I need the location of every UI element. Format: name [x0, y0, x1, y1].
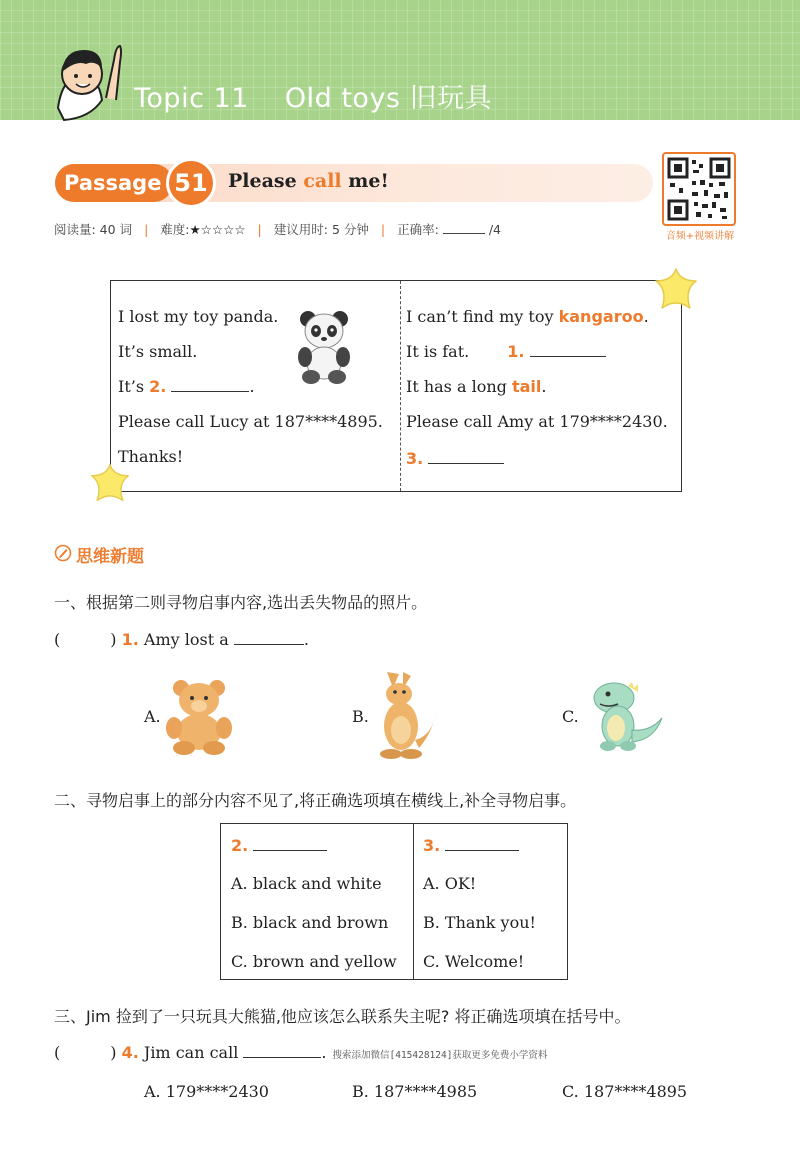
question-4 [54, 1043, 547, 1062]
topic-title [134, 76, 528, 115]
notice-right-line3 [406, 377, 547, 396]
blank-1-number: 1. [507, 342, 525, 361]
word-count: 阅读量: 40 词 [54, 222, 133, 237]
notice-left-line3-post: . [249, 377, 255, 396]
topic-name: Old toys 旧玩具 [284, 83, 493, 114]
q4-option-b[interactable]: B. 187****4985 [352, 1082, 478, 1101]
passage-number: 51 [166, 158, 216, 208]
teddy-bear-icon [164, 676, 234, 756]
notice-right-line1-pre: I can’t find my toy [406, 307, 559, 326]
notice-right-line3-post: . [541, 377, 547, 396]
option-3b[interactable]: B. Thank you! [423, 913, 536, 932]
passage-title-keyword: call [303, 170, 342, 192]
q1-blank[interactable] [234, 631, 304, 645]
passage-title-pre: Please [228, 170, 304, 192]
blank-3-number: 3. [406, 449, 424, 468]
kangaroo-toy-icon [373, 668, 441, 762]
passage-label: Passage [55, 164, 173, 202]
part1-instruction: 一、根据第二则寻物启事内容,选出丢失物品的照片。 [54, 593, 428, 612]
q4-paren-open: ( [54, 1043, 61, 1062]
blank-2-line[interactable] [171, 378, 249, 392]
option-2b[interactable]: B. black and brown [231, 913, 389, 932]
table-col1-header [231, 836, 327, 855]
passage-title [228, 170, 389, 192]
keyword-tail: tail [511, 377, 542, 396]
accuracy-total: /4 [488, 222, 501, 237]
accuracy-label: 正确率: [397, 222, 439, 237]
notice-right-line1-post: . [643, 307, 649, 326]
options-table [220, 823, 568, 980]
table-col2-header [423, 836, 519, 855]
notice-right-line5 [406, 449, 504, 468]
q4-option-a[interactable]: A. 179****2430 [144, 1082, 269, 1101]
notice-right-line2-text: It is fat. [406, 342, 470, 361]
notice-left-line1: I lost my toy panda. [118, 307, 279, 326]
q1-paren-close: ) [110, 630, 117, 649]
qr-code-icon[interactable] [662, 152, 736, 226]
q4-end: . [321, 1043, 327, 1062]
notice-right-line2 [406, 342, 606, 361]
notice-left-line3 [118, 377, 255, 396]
q1-option-b-label[interactable]: B. [352, 707, 369, 726]
option-2a[interactable]: A. black and white [231, 874, 382, 893]
q4-blank[interactable] [243, 1044, 321, 1058]
topic-number: Topic 11 [134, 83, 249, 114]
lost-notices-box [110, 280, 682, 492]
q1-option-a-label[interactable]: A. [144, 707, 161, 726]
q4-option-c[interactable]: C. 187****4895 [562, 1082, 688, 1101]
question-1 [54, 630, 309, 649]
notice-left-line4: Please call Lucy at 187****4895. [118, 412, 383, 431]
notice-right-line4: Please call Amy at 179****2430. [406, 412, 668, 431]
part3-instruction: 三、Jim 捡到了一只玩具大熊猫,他应该怎么联系失主呢? 将正确选项填在括号中。 [54, 1007, 631, 1026]
section-heading: 思维新题 [76, 547, 144, 567]
options-table-divider [413, 824, 414, 979]
notice-left-line2: It’s small. [118, 342, 198, 361]
notice-left-line3-pre: It’s [118, 377, 150, 396]
qr-caption: 音频+视频讲解 [665, 231, 735, 242]
accuracy-blank[interactable] [443, 233, 485, 234]
notice-left-line5: Thanks! [118, 447, 184, 466]
blank-1-line[interactable] [530, 343, 606, 357]
star-decoration-icon [652, 266, 700, 314]
passage-title-post: me! [341, 170, 389, 192]
dinosaur-toy-icon [586, 678, 666, 752]
star-decoration-icon [88, 462, 132, 506]
blank-2-number: 2. [149, 377, 167, 396]
difficulty-label: 难度: [160, 222, 190, 237]
watermark-text: 搜索添加微信[415428124]获取更多免费小学资料 [332, 1050, 548, 1061]
part2-instruction: 二、寻物启事上的部分内容不见了,将正确选项填在横线上,补全寻物启事。 [54, 791, 577, 810]
pencil-leaf-icon [54, 544, 72, 562]
difficulty-stars: ★☆☆☆☆ [189, 222, 246, 237]
q4-paren-close: ) [110, 1043, 117, 1062]
q1-option-c-label[interactable]: C. [562, 707, 579, 726]
table-blank-3-number: 3. [423, 836, 441, 855]
table-blank-3-line[interactable] [445, 837, 519, 851]
table-blank-2-line[interactable] [253, 837, 327, 851]
boy-mascot-icon [50, 38, 136, 124]
q1-number: 1. [121, 630, 139, 649]
notice-divider [400, 281, 401, 491]
table-blank-2-number: 2. [231, 836, 249, 855]
keyword-kangaroo: kangaroo [558, 307, 644, 326]
suggested-time: 建议用时: 5 分钟 [273, 222, 369, 237]
q4-number: 4. [121, 1043, 139, 1062]
q1-paren-open: ( [54, 630, 61, 649]
option-3c[interactable]: C. Welcome! [423, 952, 525, 971]
notice-right-line1 [406, 307, 649, 326]
q1-end: . [303, 630, 309, 649]
option-2c[interactable]: C. brown and yellow [231, 952, 397, 971]
q4-text: Jim can call [138, 1043, 244, 1062]
panda-toy-icon [295, 307, 353, 385]
q1-text: Amy lost a [138, 630, 234, 649]
blank-3-line[interactable] [428, 450, 504, 464]
notice-right-line3-pre: It has a long [406, 377, 512, 396]
option-3a[interactable]: A. OK! [423, 874, 477, 893]
reading-meta: 阅读量: 40 词 | 难度:★☆☆☆☆ | 建议用时: 5 分钟 | 正确率: /4 [54, 222, 501, 237]
